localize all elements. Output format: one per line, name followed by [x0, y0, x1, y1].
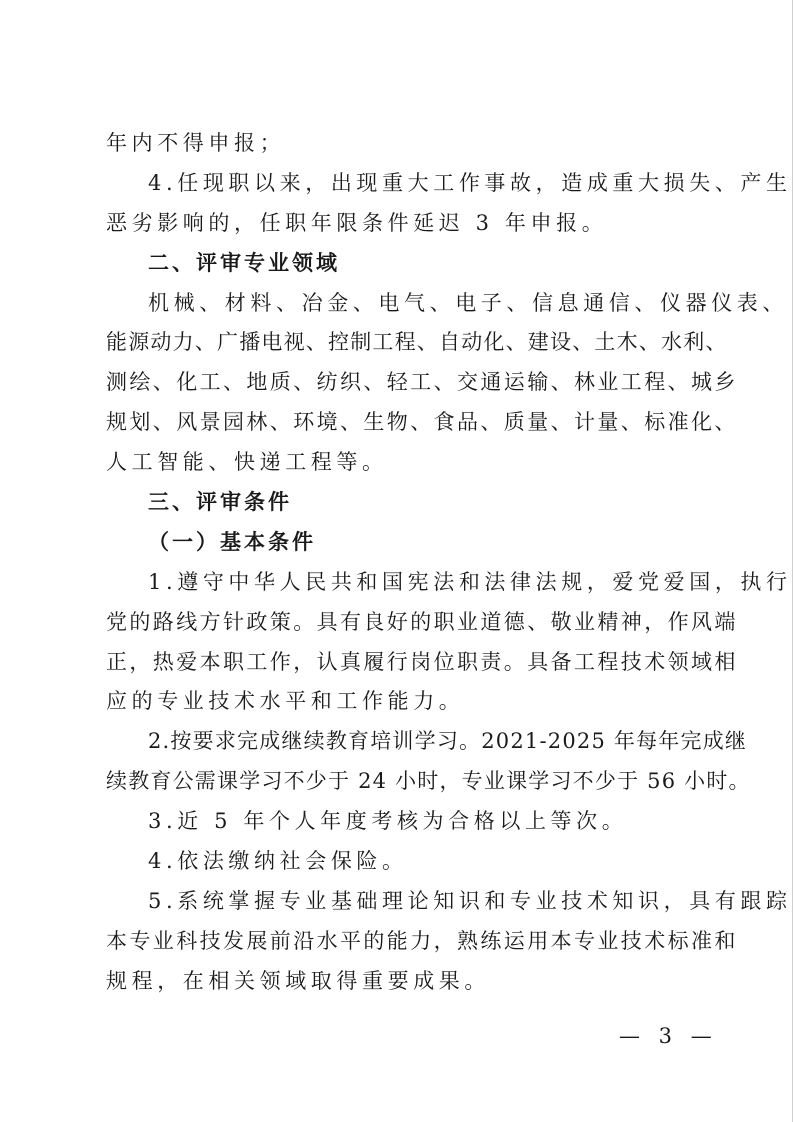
condition-1-line-3: 正，热爱本职工作，认真履行岗位职责。具备工程技术领域相: [106, 649, 738, 674]
fields-line-5: 人工智能、快递工程等。: [106, 450, 388, 475]
section-heading-3: 三、评审条件: [148, 490, 292, 515]
condition-2-line-2: 续教育公需课学习不少于 24 小时，专业课学习不少于 56 小时。: [106, 769, 751, 794]
paragraph-line: 年内不得申报；: [106, 131, 286, 155]
fields-line-4: 规划、风景园林、环境、生物、食品、质量、计量、标准化、: [106, 410, 738, 435]
section-heading-2: 二、评审专业领域: [148, 250, 340, 275]
condition-5-line-3: 规程，在相关领域取得重要成果。: [106, 968, 490, 993]
condition-4: 4.依法缴纳社会保险。: [148, 849, 408, 874]
condition-1-line-2: 党的路线方针政策。具有良好的职业道德、敬业精神，作风端: [106, 609, 738, 634]
document-body: [106, 124, 792, 1002]
condition-3: 3.近 5 年个人年度考核为合格以上等次。: [148, 809, 628, 834]
condition-2-line-1: 2.按要求完成继续教育培训学习。2021-2025 年每年完成继: [148, 729, 748, 754]
condition-1-line-4: 应的专业技术水平和工作能力。: [106, 689, 465, 714]
subsection-heading-basic: （一）基本条件: [148, 529, 316, 554]
condition-1-line-1: 1.遵守中华人民共和国宪法和法律法规，爱党爱国，执行: [148, 569, 792, 594]
list-item-4-line-2: 恶劣影响的，任职年限条件延迟 3 年申报。: [106, 210, 608, 235]
list-item-4-line-1: 4.任现职以来，出现重大工作事故，造成重大损失、产生: [148, 170, 792, 195]
condition-5-line-2: 本专业科技发展前沿水平的能力，熟练运用本专业技术标准和: [106, 928, 738, 953]
fields-line-3: 测绘、化工、地质、纺织、轻工、交通运输、林业工程、城乡: [106, 370, 738, 395]
fields-line-2: 能源动力、广播电视、控制工程、自动化、建设、土木、水利、: [106, 330, 728, 355]
fields-line-1: 机械、材料、冶金、电气、电子、信息通信、仪器仪表、: [148, 290, 788, 315]
condition-5-line-1: 5.系统掌握专业基础理论知识和专业技术知识，具有跟踪: [148, 888, 792, 913]
page-number: — 3 —: [619, 1024, 718, 1048]
